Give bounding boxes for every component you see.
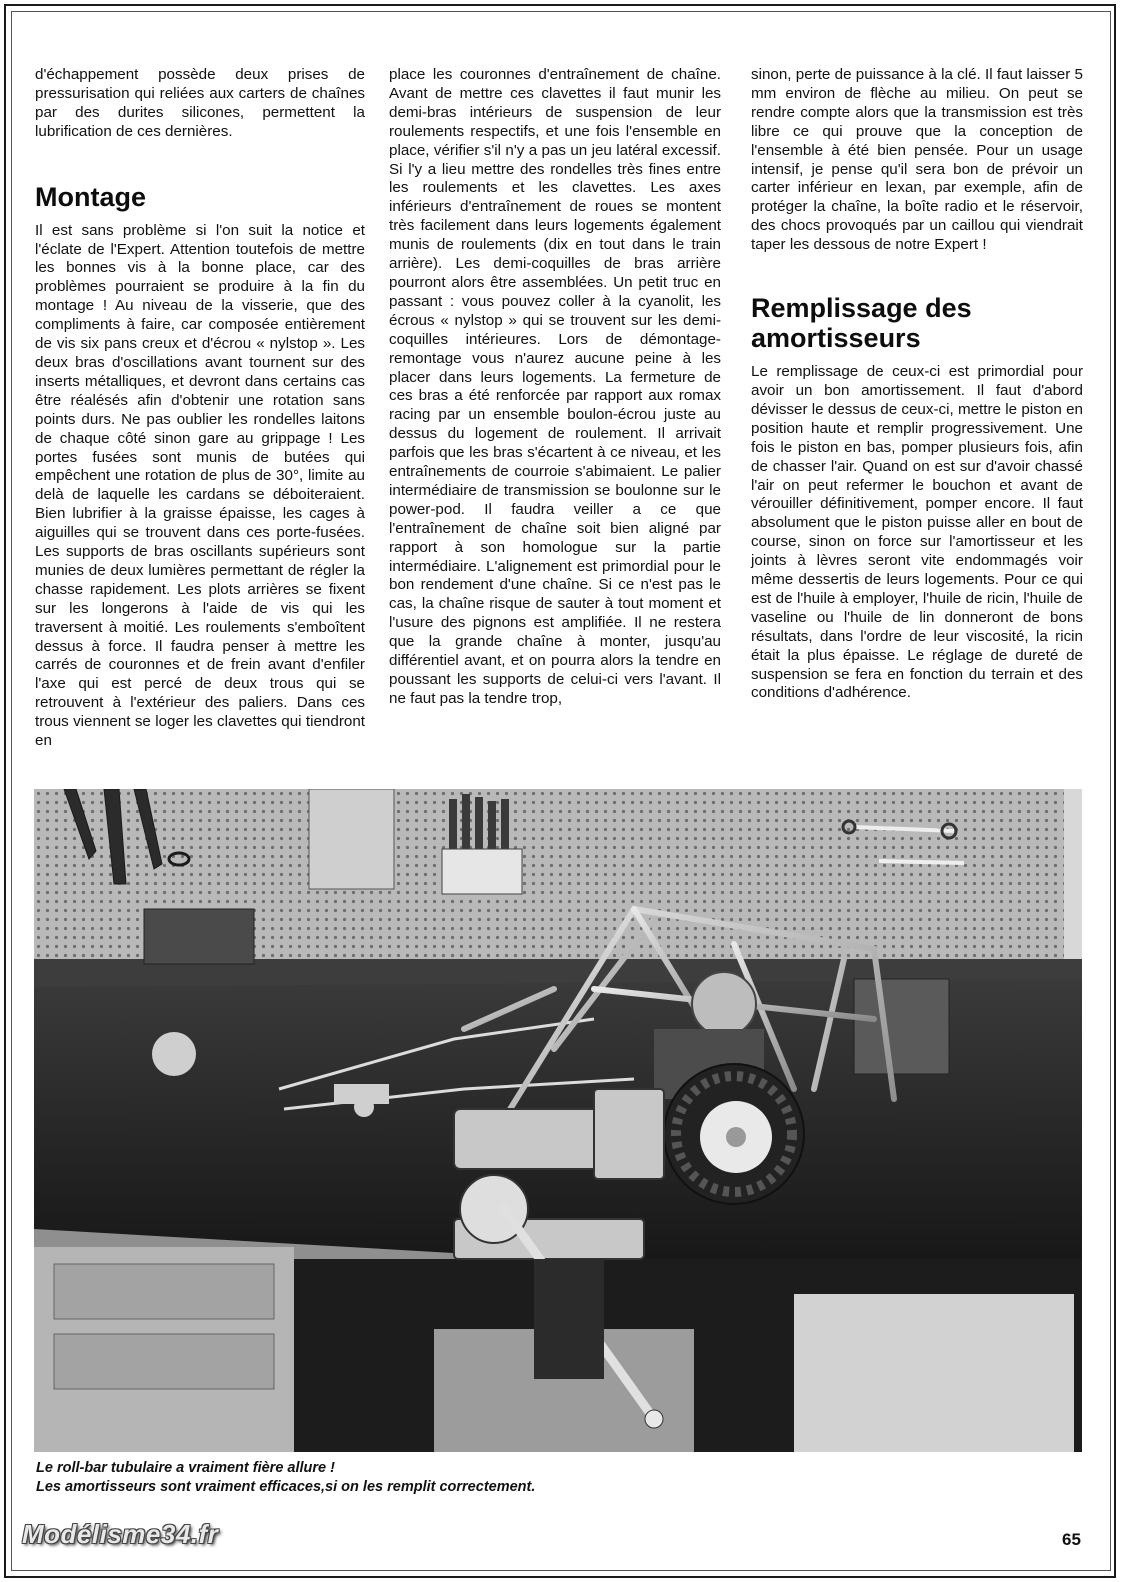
col1-intro-paragraph: d'échappement possède deux prises de pressurisation qui reliées aux carters de chaînes par des durites silicones, permettent la lubrification de ces dernières. xyxy=(35,66,365,140)
section-heading-montage: Montage xyxy=(35,181,146,212)
section-heading-remplissage: Remplissage des amortisseurs xyxy=(751,293,972,354)
text-column-3 xyxy=(751,66,1083,703)
watermark-logo: Modélisme34.fr xyxy=(22,1519,219,1549)
page-number: 65 xyxy=(1062,1530,1081,1549)
caption-line-2: Les amortisseurs sont vraiment efficaces,si on les remplit correctement. xyxy=(36,1479,536,1495)
photo-caption xyxy=(36,1459,936,1497)
col1-body-paragraph: Il est sans problème si l'on suit la notice et l'éclate de l'Expert. Attention toutefois de mettre les bonnes vis à la bonne place, car des problèmes pourraient se produire à la fin du montage ! Au niveau de la visserie, que des compliments à faire, car composée entièrement de vis six pans creux et d'écrou « nylstop ». Les deux bras d'oscillations avant tournent sur des inserts métalliques, et devront dans certains cas être réalésés afin d'obtenir une rotation sans points durs. Ne pas oublier les rondelles laitons de chaque côté sinon gare au grippage ! Les portes fusées sont munis de butées qui empêchent une rotation de plus de 30°, limite au delà de laquelle les cardans se déboiteraient. Bien lubrifier à la graisse épaisse, les cages à aiguilles qui se trouvent dans ces porte-fusées. Les supports de bras oscillants supérieurs sont munies de deux lumières permettant de régler la chasse rapidement. Les plots arrières se fixent sur les longerons à l'aide de vis qui les traversent à moitié. Les roulements s'emboîtent dessus à force. Il faudra penser à mettre les carrés de couronnes et de frein avant d'enfiler l'axe qui est percé de deux trous qui se retrouvent à l'extérieur des paliers. Dans ces trous viennent se loger les clavettes qui tiendront en xyxy=(35,221,365,750)
text-column-1 xyxy=(35,66,365,751)
col2-body-paragraph: place les couronnes d'entraînement de chaîne. Avant de mettre ces clavettes il faut munir les demi-bras intérieurs de suspension de leur roulements respectifs, et une fois l'ensemble en place, vérifier s'il n'y a pas un jeu latéral excessif. Si l'y a lieu mettre des rondelles très fines entre les roulements et les clavettes. Les axes inférieurs d'entraînement de roues se montent très facilement dans leurs logements également munis de roulements (dix en tout dans le train arrière). Les demi-coquilles de bras arrière pourront alors être assemblées. Un petit truc en passant : vous pouvez coller à la cyanolit, les écrous « nylstop » qui se trouvent sur les demi-coquilles intérieures. Lors de démontage-remontage vous n'aurez aucune peine à les placer dans leurs logements. La fermeture de ces bras a été renforcée par rapport aux romax racing par un ensemble boulon-écrou juste au dessus du logement de roulement. Il arrivait parfois que les bras s'écartent à ce niveau, et les entraînements de courroie s'abimaient. Le palier intermédiaire de transmission se boulonne sur le power-pod. Il faudra veiller a ce que l'entraînement de chaîne soit bien aligné par rapport à son homologue sur la partie intermédiaire. L'alignement est primordial pour le bon rendement d'une chaîne. Si ce n'est pas le cas, la chaîne risque de sauter à tout moment et l'usure des pignons est amplifiée. Il ne restera que la grande chaîne à monter, jusqu'au différentiel avant, et on pourra alors la tendre en poussant les supports de celui-ci vers l'avant. Il ne faut pas la tendre trop, xyxy=(389,66,721,707)
article-photo-rc-buggy xyxy=(34,789,1082,1452)
caption-line-1: Le roll-bar tubulaire a vraiment fière allure ! xyxy=(36,1460,335,1476)
col3-intro-paragraph: sinon, perte de puissance à la clé. Il faut laisser 5 mm environ de flèche au milieu. On peut se rendre compte alors que la transmission est très libre ce qui prouve que la conception de l'ensemble à été bien pensée. Pour un usage intensif, je pense qu'il sera bon de prévoir un carter inférieur en lexan, par exemple, afin de protéger la chaîne, la boîte radio et le réservoir, des chocs provoqués par un caillou qui viendrait taper les dessous de notre Expert ! xyxy=(751,66,1083,254)
text-column-2 xyxy=(389,66,721,709)
col3-body-paragraph: Le remplissage de ceux-ci est primordial pour avoir un bon amortissement. Il faut d'abord dévisser le dessus de ceux-ci, mettre le piston en position haute et remplir progressivement. Une fois le piston en bas, pomper plusieurs fois, afin de chasser l'air. Quand on est sur d'avoir chassé l'air on peut refermer le bouchon et avant de vérouiller définitivement, pomper encore. Il faut absolument que le piston puisse aller en bout de course, sinon on force sur l'amortisseur et les joints à lèvres seront vite endommagés voir même dessertis de leurs logements. Pour ce qui est de l'huile à employer, l'huile de ricin, l'huile de vaseline ou l'huile de lin donneront de bons résultats, dans l'ordre de leur viscosité, la ricin était la plus épaisse. Le réglage de dureté de suspension se fera en fonction du terrain et des conditions d'adhérence. xyxy=(751,363,1083,702)
